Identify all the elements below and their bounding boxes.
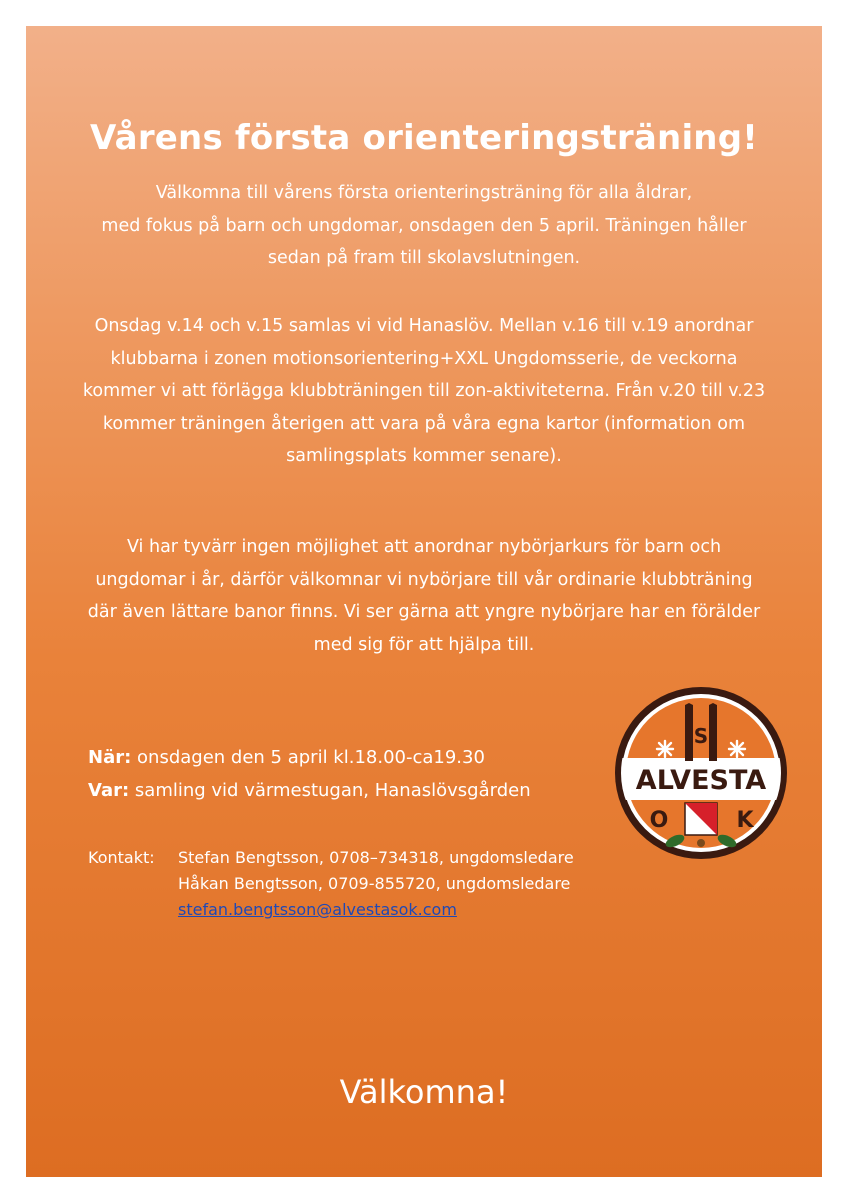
ski-right-icon — [709, 703, 717, 761]
beginners-line: ungdomar i år, därför välkomnar vi nybörjare till vår ordinarie klubbträning — [95, 569, 753, 590]
contact-list — [178, 845, 574, 923]
logo-letter-k: K — [736, 808, 754, 833]
contact-label: Kontakt: — [88, 848, 155, 867]
event-details — [88, 741, 531, 807]
schedule-line: klubbarna i zonen motionsorientering+XXL Ungdomsserie, de veckorna — [110, 348, 738, 369]
beginners-paragraph — [26, 531, 822, 661]
schedule-line: Onsdag v.14 och v.15 samlas vi vid Hanaslöv. Mellan v.16 till v.19 anordnar — [94, 316, 754, 336]
when-label: När: — [88, 747, 132, 768]
intro-line: med fokus på barn och ungdomar, onsdagen den 5 april. Träningen håller — [101, 215, 747, 236]
intro-line: sedan på fram till skolavslutningen. — [267, 248, 581, 268]
alvesta-ok-logo — [613, 685, 789, 861]
intro-line: Välkomna till vårens första orienteringsträning för alla åldrar, — [155, 183, 693, 203]
welcome-text: Välkomna! — [339, 1073, 509, 1111]
contact-person-2: Håkan Bengtsson, 0709-855720, ungdomsledare — [178, 874, 571, 893]
ski-left-icon — [685, 703, 693, 761]
intro-paragraph — [26, 177, 822, 275]
beginners-line: Vi har tyvärr ingen möjlighet att anordnar nybörjarkurs för barn och — [126, 537, 722, 557]
snowflake-right-icon — [729, 741, 745, 757]
poster-title: Vårens första orienteringsträning! — [90, 118, 758, 158]
beginners-line: med sig för att hjälpa till. — [313, 634, 535, 655]
where-row — [88, 774, 531, 807]
when-value: onsdagen den 5 april kl.18.00-ca19.30 — [137, 747, 485, 768]
schedule-line: kommer vi att förlägga klubbträningen till zon-aktiviteterna. Från v.20 till v.23 — [82, 381, 766, 401]
where-label: Var: — [88, 780, 130, 801]
schedule-line: samlingsplats kommer senare). — [286, 446, 562, 466]
when-row — [88, 741, 531, 774]
schedule-line: kommer träningen återigen att vara på våra egna kartor (information om — [102, 413, 746, 434]
logo-name: ALVESTA — [635, 765, 767, 796]
contact-email-link[interactable]: stefan.bengtsson@alvestasok.com — [178, 900, 457, 919]
where-value: samling vid värmestugan, Hanaslövsgården — [134, 780, 531, 801]
schedule-paragraph — [26, 310, 822, 473]
orienteering-flag-icon — [685, 803, 717, 835]
logo-letter-o: O — [649, 808, 669, 833]
poster — [26, 26, 822, 1177]
logo-letter-s: S — [693, 724, 709, 748]
beginners-line: där även lättare banor finns. Vi ser gärna att yngre nybörjare har en förälder — [87, 602, 761, 622]
snowflake-left-icon — [657, 741, 673, 757]
contact-person-1: Stefan Bengtsson, 0708–734318, ungdomsledare — [178, 848, 574, 867]
